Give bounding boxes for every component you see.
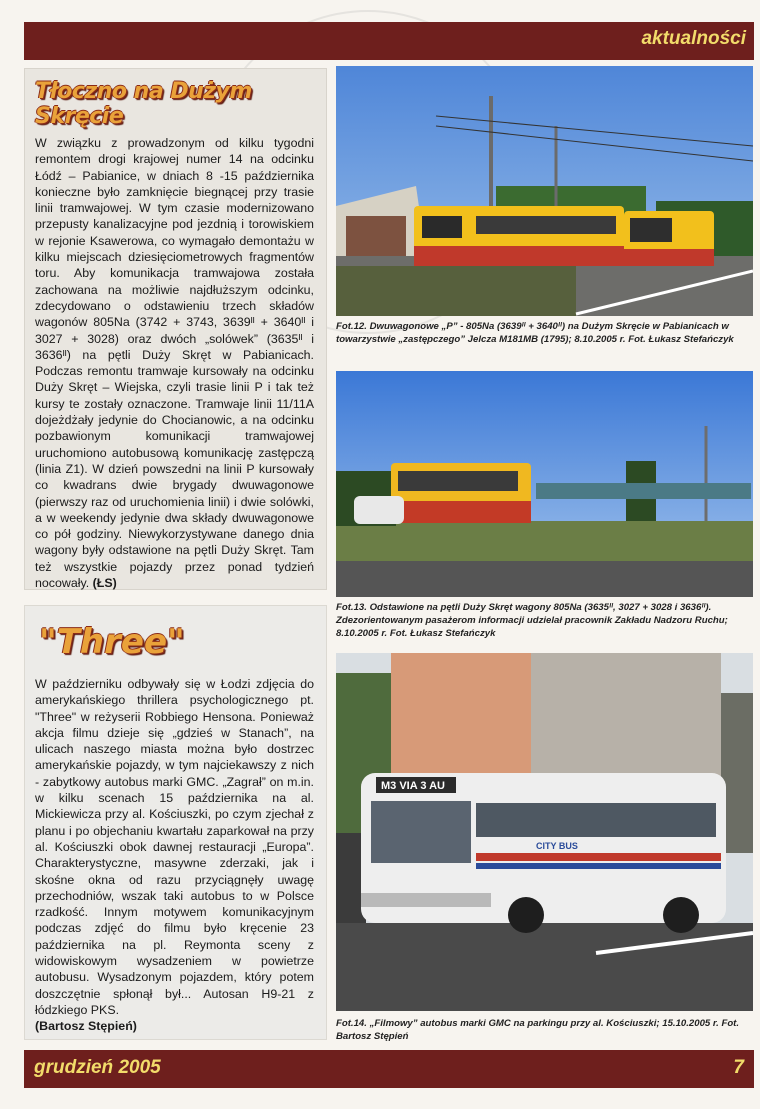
header-bar [24,22,754,60]
article-author: (Bartosz Stępień) [35,1019,137,1034]
section-label: aktualności [641,28,746,49]
photo-tram-loop [336,371,753,597]
footer-bar [24,1050,754,1088]
page-number: 7 [733,1057,744,1078]
photo-caption: Fot.12. Dwuwagonowe „P” - 805Na (3639ᴵᴵ + 3640ᴵᴵ) na Dużym Skręcie w Pabianicach w towarzystwie „zastępczego” Jelcza M181MB (1795); 8.10.2005 r. Fot. Łukasz Stefańczyk [336,321,734,345]
bus-destination-sign: M3 VIA 3 AU [381,780,445,792]
photo-gmc-bus [336,653,753,1011]
bus-brand-label: CITY BUS [536,841,578,851]
article-author: (ŁS) [92,576,117,591]
article-title: "Three" [39,622,185,662]
issue-date: grudzień 2005 [34,1057,161,1078]
article-three [24,605,327,1040]
article-text: W związku z prowadzonym od kilku tygodni remontem drogi krajowej numer 14 na odcinku Łódź – Pabianice, w dniach 8 -15 października konieczne było zamknięcie biegnącej przy trasie linii tramwajowej. W tym czasie modernizowano przepusty kanalizacyjne pod jezdnią i torowiskiem w rejonie Ksawerowa, co wymagało demontażu w kilku miejscach dziesięciometrowych fragmentów toru. Aby komunikacja tramwajowa została zachowana na możliwie najdłuższym odcinku, zdecydowano o odstawieniu trzech składów wagonów 805Na (3742 + 3743, 3639ᴵᴵ + 3640ᴵᴵ i 3027 + 3028) oraz dwóch „solówek” (3635ᴵᴵ i 3636ᴵᴵ) na pętli Duży Skręt w Pabianicach. Podczas remontu tramwaje kursowały na odcinku Duży Skręt – Wiejska, czyli trasie linii P i tak też kursy te zostały oznaczone. Tramwaje linii 11/11A dojeżdżały jedynie do Chocianowic, a na odcinku pozbawionym komunikacji tramwajowej uruchomiono autobusową komunikację zastępczą (linia Z1). W dzień powszedni na linii P kursowały co kwadrans dwie brygady dwuwagonowe (pierwszy raz od uruchomienia linii) i dwie solówki, a w weekendy jedynie dwa składy dwuwagonowe co pół godziny. Niewykorzystywane danego dnia wagony były odstawione na pętli Duży Skręt. Tam też wszystkie pojazdy przez ponad tydzień nocowały. [35,136,314,591]
article-tloczno [24,68,327,590]
photo-caption: Fot.14. „Filmowy” autobus marki GMC na parkingu przy al. Kościuszki; 15.10.2005 r. Fot. Bartosz Stępień [336,1018,740,1042]
article-body [35,135,314,591]
photo-tram-duzy-skret [336,66,753,316]
article-body [35,676,314,1035]
article-text: W październiku odbywały się w Łodzi zdjęcia do amerykańskiego thrillera psychologicznego pt. "Three" w reżyserii Robbiego Hensona. Ponieważ akcja filmu dzieje się „gdzieś w Stanach”, na ulicach naszego miasta można było dostrzec amerykańskie pojazdy, w tym najciekawszy z nich - zabytkowy autobus marki GMC. „Zagrał” on m.in. w kilku scenach 15 października na al. Mickiewicza przy al. Kościuszki, po czym zjechał z planu i po objechaniu kwartału zaparkował na przy al. Kościuszki obok dawnej restauracji „Europa”. Charakterystyczne, masywne zderzaki, jak i skośne okna od razu przyciągnęły uwagę przechodniów, wszak taki autobus to w Polsce rzadkość. Innym motywem komunikacyjnym podczas zdjęć do filmu było kręcenie 23 października na pl. Reymonta sceny z widowiskowym wysadzeniem w powietrze autobusu. Wysadzonym pojazdem, który potem doszczętnie spłonął był... Autosan H9-21 z łódzkiego PKS. [35,677,314,1017]
photo-caption: Fot.13. Odstawione na pętli Duży Skręt wagony 805Na (3635ᴵᴵ, 3027 + 3028 i 3636ᴵᴵ). Zdezorientowanym pasażerom informacji udzielał pracownik Zakładu Nadzoru Ruchu; 8.10.2005 r. Fot. Łukasz Stefańczyk [336,602,728,639]
article-title: Tłoczno na Dużym Skręcie [35,79,252,129]
